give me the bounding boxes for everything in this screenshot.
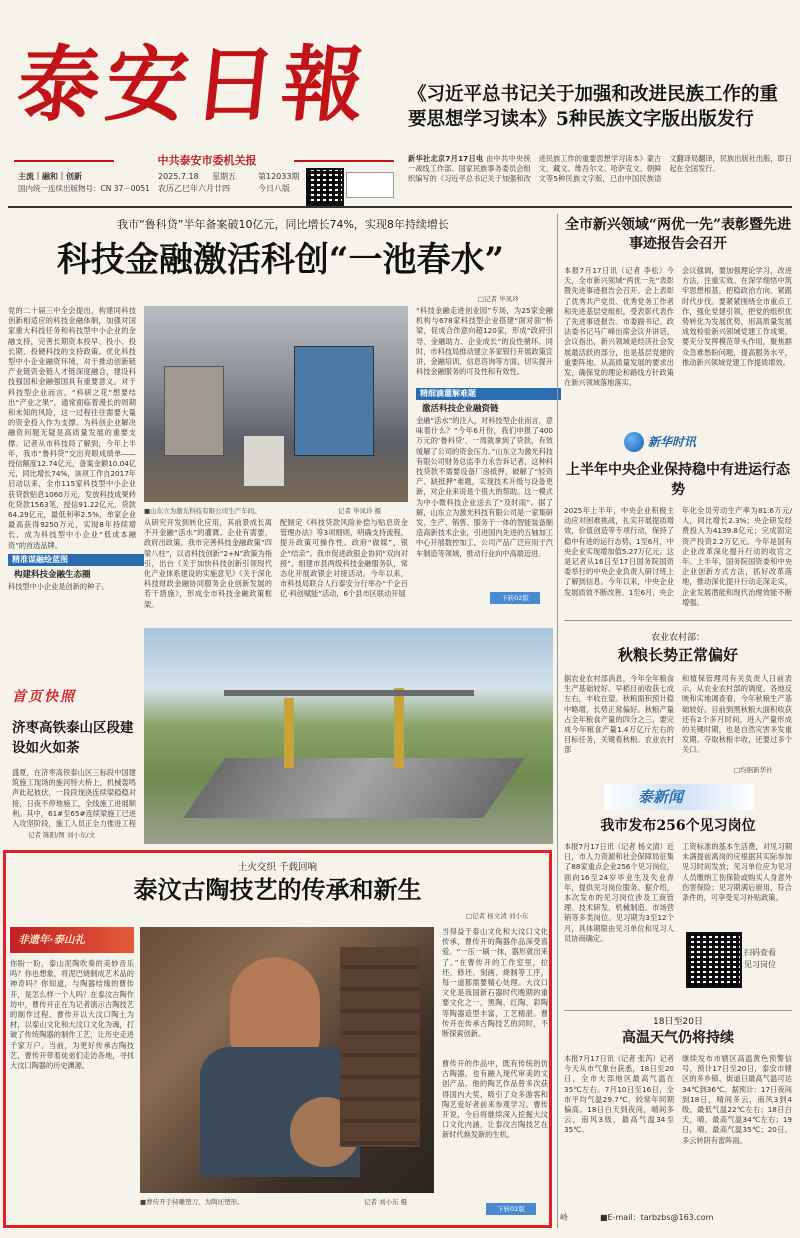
pottery-photo-credit: 记者 刘小东 摄 (364, 1198, 408, 1206)
xinhua-label-wrap (624, 430, 724, 454)
lead-sub2: 激活科技企业融资链 (422, 404, 499, 414)
globe-icon (624, 432, 644, 452)
pottery-label-banner (10, 927, 134, 953)
snapshot-credit: 记者 陈阳/图 刘小东/文 (28, 831, 96, 839)
lead-tag2: 精细滴灌解难题 (416, 388, 561, 400)
agri-col1: 据农业农村部消息，今年全年粮食生产基础较好。早稻目前收获七成左右，丰收在望。秋粮面积预计稳中略增，长势正常偏好。秋粮产量占全年粮食产量的四分之三，要完成今年粮食产量1.4万亿斤左右的目标任务，关键看秋粮。农业农村部 (564, 674, 674, 755)
lead-col1: 党的二十届三中全会提出，构建同科技创新相适应的科技金融体制，加强对国家重大科技任务和科技型中小企业的金融支持，完善长期资本投早、投小、投长期、投硬科技的支持政策。优化科技型中小企业融资环境，对于推动创新链产业链资金链人才链深度融合，建设科技强国和金融强国具有重要意义。对于科技型企业而言，“科研之花”想要结出“产业之果”，通常面临着漫长的周期和未知的风险，这一过程往往需要大量的资金投入作为支撑。为科创企业解决融资问题无疑是高质量发展的重要支撑。记者从市科技局了解到，今年上半年，我市“鲁科贷”交出亮眼成绩单——授信额度12.74亿元，备案金额10.04亿元，同比增长74%，该项工作自2017年启动以来，全市115家科技型中小企业获贷款贴息1060万元，发放科技成果转化贷款1563笔，授信91.22亿元，贷款64.29亿元，最低利率2.5%，单家企业最高获得9250万元，实现8年持续增长，成为科技型中小企业“低成本融资”的首选品牌。 (8, 306, 136, 550)
lead-photo-caption: ■山东立为激光科技有限公司生产车间。 (144, 507, 261, 515)
lead-byline: □记者 毕凤玲 (478, 295, 519, 303)
top-story-headline: 《习近平总书记关于加强和改进民族工作的重要思想学习读本》5种民族文字版出版发行 (408, 84, 779, 130)
pottery-col1: 你盼一盼，泰山泥陶吹奏的美妙音乐吗？你也想象，将泥巴烧制成艺术品的神奇吗？你知道，与陶器结缘的曹传开，是怎么样一个人吗？在泰汶古陶作坊中，曹传开正在为记者演示古陶技艺的制作过程。曹传开以大汶口陶土为材，以泰山文化和大汶口文化为魂，打破了传统陶器的制作工艺，让历史走进千家万户。当前，为更好传承古陶技艺，曹传开带着徒弟们走访各地，寻找大汶口陶器的历史渊源。 (10, 959, 134, 1071)
tai-news-headline: 我市发布256个见习岗位 (600, 818, 756, 834)
xinhua-col2: 年化全员劳动生产率为81.6万元/人，同比增长2.3%；央企研发经费投入为4139.8亿元；完成固定资产投资2.2万亿元。今年是国有企业改革深化提升行动的收官之年。上半年，国务院国资委和中央企业创新方式方法，抓好改革落地，推动深化提升行动走深走实，企业发展潜能和现代治理效能不断增强。 (682, 506, 792, 607)
snapshot-headline: 济枣高铁泰山区段建设如火如荼 (12, 720, 134, 756)
masthead-sponsor: 中共泰安市委机关报 (157, 154, 257, 167)
pottery-col2: 当得益于泰山文化和大汶口文化传承，曹传开的陶器作品深受喜爱。“一压一刷一抹，器形就出来了。”在曹传开的工作室里，拉坯、修坯、刻画、烧制等工序，每一道都需要精心处理。大汶口文化是我国新石器时代晚期的重要文化之一，黑陶、红陶、彩陶等陶器造型丰富，工艺精湛。曹传开在传承古陶技艺的同时，不断探索创新。 (442, 927, 548, 1039)
lead-sub1: 构建科技金融生态圈 (14, 570, 91, 580)
agri-headline: 秋粮长势正常偏好 (617, 646, 738, 664)
footer-fragment: 岭 (560, 1213, 568, 1222)
tai-news-label-wrap (604, 784, 754, 810)
lead-col3: 金融“活水”的注入，对科技型企业而言，意味着什么？“今年6月份，我们申报了400万元的‘鲁科贷’，一周就拿到了贷款，有效缓解了公司的资金压力。”山东立为激光科技有限公司财务总监李力永告诉记者，这种科技贷款不需要设备厂房抵押，破解了“轻资产、缺抵押”难题，实现技术升级与设备更新，对企业来说是个很大的帮助。这一模式为中小微科技企业送去了“及时雨”。据了解，山东立为激光科技有限公司是一家集研发、生产、销售、服务于一体的智能装备制造高新技术企业，引进国内先进的五轴加工中心开展数控加工，公司产品广泛应用于汽车制造等领域，推动行业向中高端迈进。 (416, 416, 553, 558)
xinhua-section (564, 430, 792, 616)
top-story (408, 70, 792, 202)
lead-story (8, 210, 553, 618)
lead-col2: “科技金融走进创业园”专场，为25家金融机构与678家科技型企业搭建“面对面”桥梁，促成合作意向超120家，形成“政府引导、金融助力、企业成长”的良性循环。同时，市科技局推动建立多家银行开展政策宣讲，金融培训，信息咨询等方面，切实提升科技金融服务的可及性和有效性。 (416, 306, 553, 377)
snapshot-body: 盛夏，在济枣高铁泰山区三标段中国建筑施工现场的施河特大桥上，机械轰鸣声此起彼伏，一段段现浇连续梁稳稳对接，日夜不停地施工，全线施工进展顺利。其中，61#至65#连续梁施工已进入攻坚阶段，施工人员正全力推进工程 (12, 768, 136, 828)
tai-news-label: 泰新闻 (638, 788, 684, 806)
snapshot-label: 首页快照 (12, 689, 76, 705)
masthead-date: 2025.7.18 (158, 172, 199, 181)
masthead-sponsor-bar (14, 153, 394, 169)
tai-news-col2: 工资标准的基本生活费，对见习期未满提前离岗的应根据其实际参加见习时间发放；见习单位应为见习人员缴纳工伤保险或购买人身意外伤害保险；见习期满后留用，符合条件的，可享受见习补贴政策。 (682, 842, 792, 903)
pottery-headline: 泰汶古陶技艺的传承和新生 (133, 875, 422, 904)
agri-kicker: 农业农村部： (650, 633, 705, 643)
masthead-weekday: 星期五 (212, 172, 236, 181)
masthead-lunar: 农历乙巳年六月廿四 (158, 184, 230, 193)
top-story-dateline: 新华社北京7月17日电 (408, 154, 484, 163)
weather-kicker: 18日至20日 (653, 1017, 703, 1027)
pottery-feature (3, 850, 552, 1228)
masthead-title: 泰安日報 (12, 37, 376, 133)
pottery-photo-caption: ■曹传开手持雕塑刀，为陶坯塑形。 (140, 1198, 244, 1206)
top-story-text: 由中共中央统一战线工作部、国家民族事务委员会组织编写的《习近平总书记关于加强和改进民族工作的重要思想学习读本》蒙古文、藏文、维吾尔文、哈萨克文、朝鲜文等5种民族文字版，已由中国民族语文翻译局翻译，民族出版社出版，即日起在全国发行。 (408, 154, 792, 184)
tai-news-section (564, 782, 792, 1006)
right-top-col2: 会议强调，要加强理论学习，改进方法，注重实效。在深学细悟中筑牢思想根基，把稳政治方向、紧跟时代步伐。要紧紧围绕全市重点工作，强化党建引领，把党的组织优势转化为发展优势，用高质量发展成效检验新兴领域党建工作成果。要充分发挥模范带头作用，聚焦群众急难愁盼问题，提高服务水平，推动新兴领域党建工作提质增效。 (682, 266, 792, 367)
weather-section (564, 1012, 792, 1204)
right-top-col1: 本报7月17日讯（记者 李松）今天，全市新兴领域“两优一先”表彰暨先进事迹报告会召开。会上表彰了优秀共产党员、优秀党务工作者和先进基层党组织，受表彰代表作了先进事迹报告。市委副书记、政法委书记马广峰出席会议并讲话。会议指出，新兴领域是经济社会发展最活跃的部分，也是基层党建的重要阵地。从高质量发展的要求出发，确保党的理论和路线方针政策在新兴领域落地落实。 (564, 266, 674, 388)
weather-col1: 本报7月17日讯（记者 张芮）记者今天从市气象台获悉，18日至20日，全市大部地区最高气温在35℃左右。7月10日至16日，全市平均气温29.7℃，较常年同期偏高。18日白天到夜间，晴间多云，南风3级，最高气温34至35℃。 (564, 1054, 674, 1135)
pottery-continue[interactable]: 下转02版 (486, 1203, 536, 1215)
masthead-badge (346, 172, 394, 198)
weather-headline: 高温天气仍将持续 (622, 1030, 734, 1046)
snapshot-section (8, 628, 553, 844)
pottery-col3: 曹传开的作品中，既有传统的仿古陶器，也有融入现代审美的文创产品。他的陶艺作品曾多次获得国内大奖，吸引了众多游客和陶艺爱好者前来参观学习。曹传开说，今后将继续深入挖掘大汶口文化内涵，让泰汶古陶技艺在新时代焕发新的生机。 (442, 1059, 548, 1140)
lead-col1b: 科技型中小企业是创新的种子。 (8, 582, 109, 591)
pottery-kicker: 土火交织 千载回响 (237, 862, 318, 873)
lead-kicker: 我市“鲁科贷”半年备案破10亿元，同比增长74%，实现8年持续增长 (117, 218, 449, 231)
lead-photo-credit: 记者 毕凤玲 摄 (338, 507, 382, 515)
xinhua-label: 新华时讯 (648, 435, 697, 449)
lead-continue[interactable]: 下转02版 (490, 592, 540, 604)
lead-headline: 科技金融激活科创“一池春水” (56, 240, 505, 280)
xinhua-headline: 上半年中央企业保持稳中有进运行态势 (566, 462, 790, 498)
weather-col2: 继续发布市辖区高温黄色预警信号，预计17日至20日，泰安市辖区的多乡镇、街道日最高气温可达34℃到36℃。据预计：17日夜间到18日，晴间多云，南风3到4级，最低气温22℃左右；18日白天，晴，最高气温34℃左右；19日，晴，最高气温35℃；20日，多云转阴有雷阵雨。 (682, 1054, 792, 1145)
xinhua-col1: 2025年上半年，中央企业积极主动应对困难挑战，扎实开展提质增效，价值创造等专项行动，保持了稳中有进的运行态势。1至6月，中央企业实现增加值5.27万亿元。这是记者从16日至17日国务院国资委举行的中央企业负责人研讨班上了解到信息。今年以来，中央企业发展质效不断改善。1至6月，央企 (564, 506, 674, 597)
masthead-sections: 主流｜融和｜创新 (18, 172, 82, 181)
pottery-label: 非遗年·泰山礼 (18, 934, 85, 946)
masthead-qr-code (306, 168, 344, 206)
pottery-photo (140, 927, 434, 1193)
lead-photo (144, 306, 408, 502)
top-story-body (408, 154, 792, 194)
masthead-cn-code: 国内统一连续出版物号：CN 37－0051 (18, 184, 150, 193)
footer-email: ■E-mail：tarbzbs@163.com (600, 1213, 714, 1222)
snapshot-label-wrap (12, 686, 132, 710)
tai-news-col1: 本报7月17日讯（记者 杨文清）近日，市人力资源和社会保障局征集了88家重点企业256个见习岗位，面向16至24岁毕业生及失业青年，提供见习岗位服务。据介绍，本次发布的见习岗位涉及工商管理、技术研发、机械制造、市场营销等多类岗位。见习期为3至12个月，具体期限由见习单位和见习人员协商确定。 (564, 842, 674, 943)
lead-col5: 配制定《科技贷款风险补偿与贴息资金管理办法》等3项细则，明确支持流程，提升政策可操作性。政府“做媒”，银企“结亲”。我市促进政银企协同“双向对接”，组建市县两级科技金融服务队，常态化开展政银企对接活动。今年以来，市科技局联合人行泰安分行举办“千企百亿·科创赋能”活动，6个县市区联动开展 (280, 518, 408, 599)
agri-col2: 和植保管理司有关负责人日前表示，从农业农村部的调度、各地反映和实地调查看，今年秋粮生产基础较好。目前到黑秋粮大面积收获还有2个多月时间，进入产量形成的关键时期，也是自然灾害多发重发期。夺取秋粮丰收，还要过多个关口。 (682, 674, 792, 755)
masthead-issue: 第12033期 (258, 172, 300, 181)
agri-section (564, 624, 792, 778)
masthead-pages: 今日八版 (258, 184, 290, 193)
agri-credit: □均据新华社 (734, 766, 773, 774)
tai-news-qr-caption1: 扫码查看 (744, 948, 776, 957)
right-top-headline: 全市新兴领域“两优一先”表彰暨先进事迹报告会召开 (564, 217, 792, 252)
tai-news-qr-caption2: 见习岗位 (744, 960, 776, 969)
right-top-story (564, 214, 792, 424)
pottery-byline: □记者 杨文清 刘小东 (466, 912, 529, 920)
lead-col4: 从研究开发到转化应用，其前景成长离不开金融“活水”的灌溉。企业有需要，政府出政策。我市完善科技金融政策“四梁八柱”，以省科技创新“2+N”政策为指引，出台《关于加快科技创新引领现代化产业体系建设的实施意见》《关于深化科技财政金融协同服务企业创新发展的若干措施》，形成全市科技金融政策框架。 (144, 518, 272, 609)
tai-news-qr-code[interactable] (686, 932, 742, 988)
lead-tag1: 精准谋融绘蓝图 (8, 554, 144, 566)
snapshot-photo (144, 628, 553, 844)
